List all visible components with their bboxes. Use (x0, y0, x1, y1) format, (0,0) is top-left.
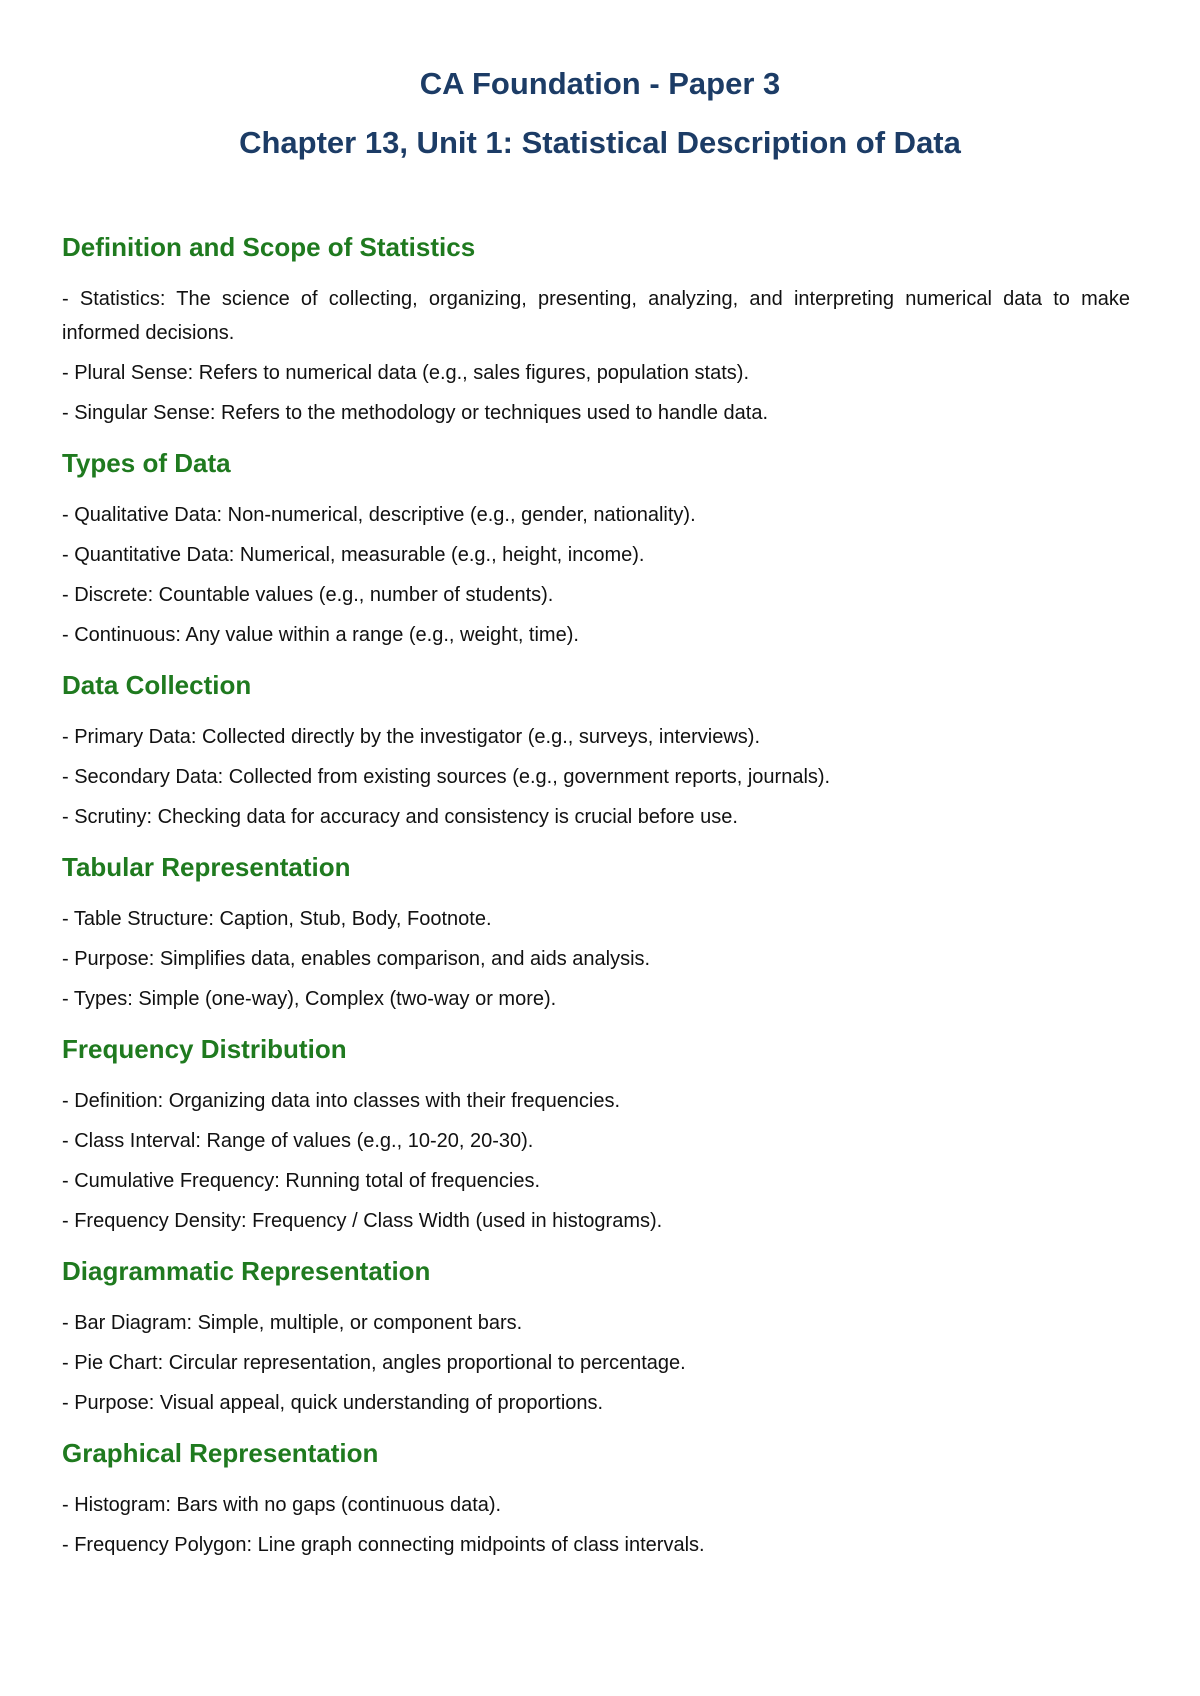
list-item: - Class Interval: Range of values (e.g., 10-20, 20-30). (62, 1130, 534, 1152)
list-item: - Table Structure: Caption, Stub, Body, Footnote. (62, 908, 492, 930)
list-item: - Purpose: Visual appeal, quick understanding of proportions. (62, 1392, 604, 1414)
list-item: - Primary Data: Collected directly by the investigator (e.g., surveys, interviews). (62, 726, 761, 748)
list-item: - Definition: Organizing data into classes with their frequencies. (62, 1090, 621, 1112)
list-item: - Qualitative Data: Non-numerical, descriptive (e.g., gender, nationality). (62, 504, 696, 526)
section-heading: Tabular Representation (62, 852, 351, 882)
section-frequency-distribution (62, 1032, 1130, 1238)
document-content (62, 230, 1130, 1562)
section-tabular-representation (62, 850, 1130, 1016)
list-item: - Scrutiny: Checking data for accuracy and consistency is crucial before use. (62, 806, 738, 828)
list-item: - Singular Sense: Refers to the methodology or techniques used to handle data. (62, 402, 769, 424)
list-item: - Purpose: Simplifies data, enables comparison, and aids analysis. (62, 948, 651, 970)
section-graphical-representation (62, 1436, 1130, 1562)
list-item: - Discrete: Countable values (e.g., number of students). (62, 584, 554, 606)
list-item: - Secondary Data: Collected from existing sources (e.g., government reports, journals). (62, 766, 831, 788)
section-heading: Frequency Distribution (62, 1034, 347, 1064)
section-types-of-data (62, 446, 1130, 652)
list-item: - Frequency Density: Frequency / Class Width (used in histograms). (62, 1210, 663, 1232)
list-item: - Types: Simple (one-way), Complex (two-way or more). (62, 988, 557, 1010)
list-item: - Frequency Polygon: Line graph connecting midpoints of class intervals. (62, 1534, 705, 1556)
section-heading: Types of Data (62, 448, 231, 478)
list-item: - Pie Chart: Circular representation, angles proportional to percentage. (62, 1352, 686, 1374)
section-data-collection (62, 668, 1130, 834)
list-item: - Histogram: Bars with no gaps (continuous data). (62, 1494, 502, 1516)
section-heading: Graphical Representation (62, 1438, 379, 1468)
page-title: CA Foundation - Paper 3 (419, 66, 781, 101)
section-heading: Diagrammatic Representation (62, 1256, 431, 1286)
section-heading: Definition and Scope of Statistics (62, 232, 476, 262)
list-item: - Cumulative Frequency: Running total of frequencies. (62, 1170, 541, 1192)
section-heading: Data Collection (62, 670, 252, 700)
list-item: - Continuous: Any value within a range (e.g., weight, time). (62, 624, 579, 646)
page-subtitle: Chapter 13, Unit 1: Statistical Description of Data (239, 125, 961, 160)
section-definition-scope (62, 230, 1130, 430)
list-item: - Statistics: The science of collecting, organizing, presenting, analyzing, and interpreting numerical data to make informed decisions. (62, 288, 1130, 344)
list-item: - Quantitative Data: Numerical, measurable (e.g., height, income). (62, 544, 645, 566)
list-item: - Bar Diagram: Simple, multiple, or component bars. (62, 1312, 523, 1334)
list-item: - Plural Sense: Refers to numerical data (e.g., sales figures, population stats). (62, 362, 750, 384)
section-diagrammatic-representation (62, 1254, 1130, 1420)
